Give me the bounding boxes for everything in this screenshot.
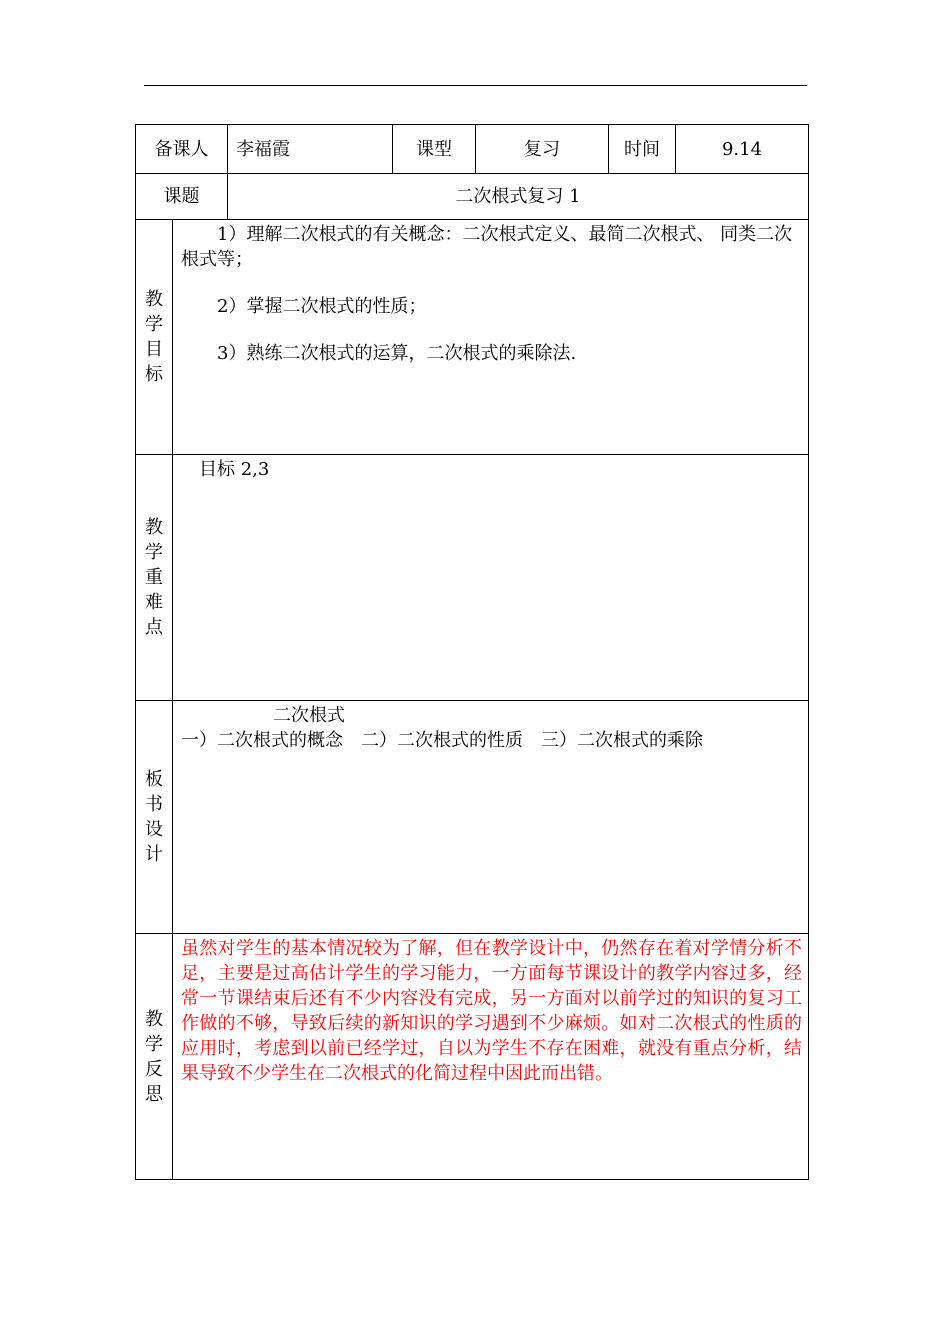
objective-item: 3）熟练二次根式的运算，二次根式的乘除法. (217, 343, 577, 364)
lesson-plan-table (135, 124, 809, 1180)
reflection-text: 虽然对学生的基本情况较为了解，但在教学设计中，仍然存在着对学情分析不足，主要是过高估计学生的学习能力，一方面每节课设计的教学内容过多，经常一节课结束后还有不少内容没有完成，另一方面对以前学过的知识的复习工作做的不够，导致后续的新知识的学习遇到不少麻烦。如对二次根式的性质的应用时，考虑到以前已经学过，自以为学生不存在困难，就没有重点分析，结果导致不少学生在二次根式的化简过程中因此而出错。 (181, 938, 802, 1084)
key-points-content (173, 455, 809, 701)
time-label: 时间 (609, 125, 676, 174)
objectives-label: 教学目标 (136, 220, 173, 455)
board-design-label: 板书设计 (136, 701, 173, 934)
objectives-row (136, 220, 809, 455)
board-design-title: 二次根式 (273, 705, 345, 726)
objectives-content (173, 220, 809, 455)
type-value: 复习 (476, 125, 609, 174)
type-label: 课型 (393, 125, 476, 174)
topic-value: 二次根式复习 1 (228, 174, 809, 220)
header-row (136, 125, 809, 174)
reflection-label: 教学反思 (136, 934, 173, 1180)
preparer-label: 备课人 (136, 125, 228, 174)
preparer-value: 李福霞 (228, 125, 393, 174)
objective-item: 1）理解二次根式的有关概念：二次根式定义、最简二次根式、 同类二次根式等； (181, 224, 793, 270)
board-design-content (173, 701, 809, 934)
board-design-items: 一）二次根式的概念 二）二次根式的性质 三）二次根式的乘除 (181, 730, 703, 751)
objective-item: 2）掌握二次根式的性质； (217, 296, 427, 317)
reflection-row (136, 934, 809, 1180)
key-points-row (136, 455, 809, 701)
board-design-row (136, 701, 809, 934)
topic-label: 课题 (136, 174, 228, 220)
time-value: 9.14 (676, 125, 809, 174)
key-points-text: 目标 2,3 (199, 459, 270, 480)
topic-row (136, 174, 809, 220)
key-points-label: 教学重难点 (136, 455, 173, 701)
header-rule (144, 85, 807, 86)
reflection-content (173, 934, 809, 1180)
